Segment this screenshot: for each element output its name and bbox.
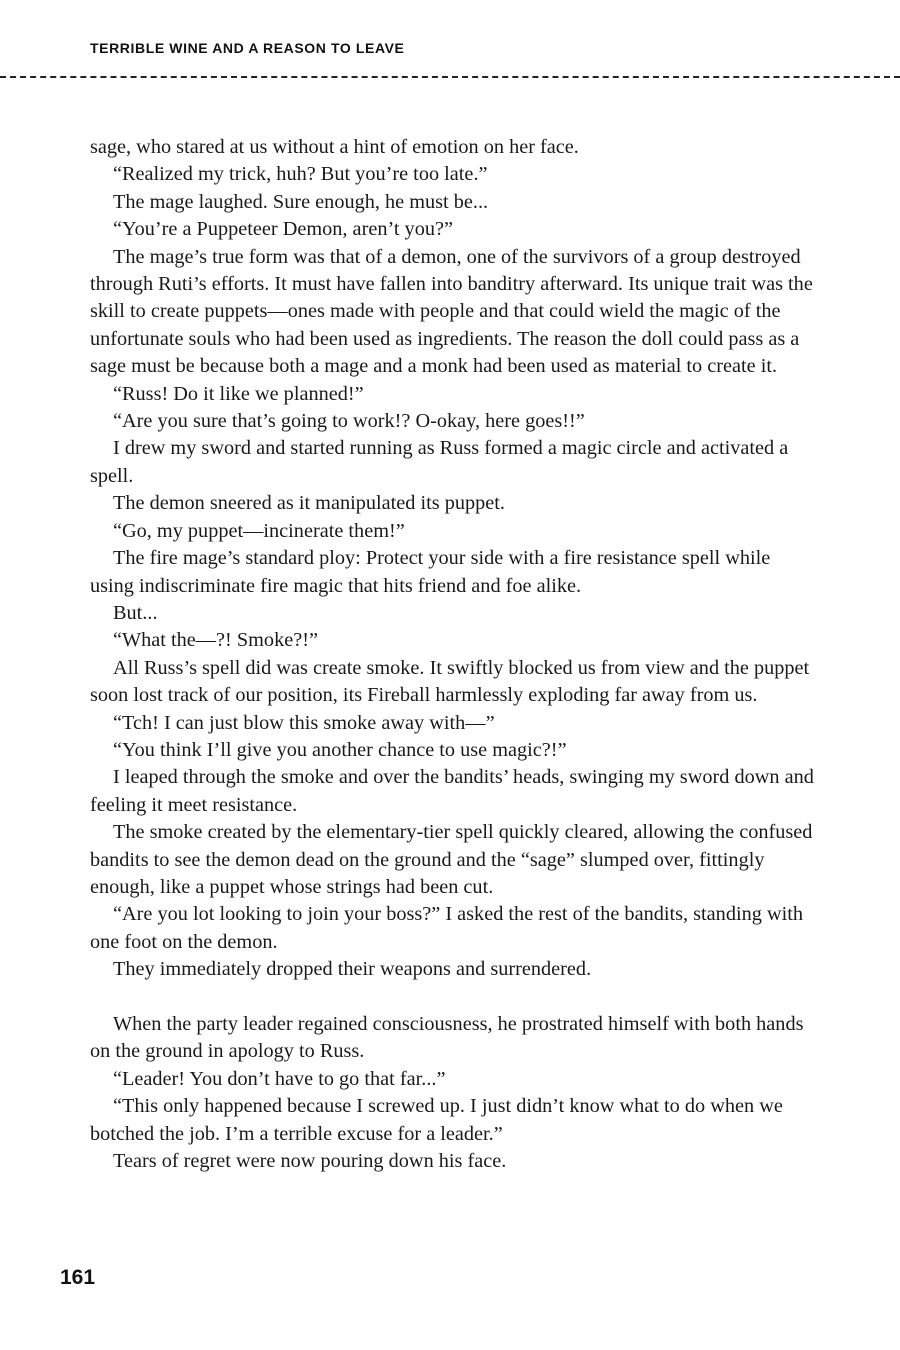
paragraph: The fire mage’s standard ploy: Protect your side with a fire resistance spell while using indiscriminate fire magic that hits friend and foe alike. bbox=[90, 547, 771, 597]
paragraph: The mage laughed. Sure enough, he must be... bbox=[113, 190, 489, 213]
paragraph: They immediately dropped their weapons and surrendered. bbox=[113, 958, 592, 981]
paragraph: “Leader! You don’t have to go that far...” bbox=[113, 1067, 446, 1090]
paragraph: The mage’s true form was that of a demon, one of the survivors of a group destroyed through Ruti’s efforts. It must have fallen into banditry afterward. Its unique trait was the skill to create puppets—ones made with people and that could wield the magic of the unfortunate souls who had been used as ingredients. The reason the doll could pass as a sage must be because both a mage and a monk had been used as material to create it. bbox=[90, 245, 813, 378]
dashed-divider bbox=[0, 76, 900, 78]
paragraph: When the party leader regained consciousness, he prostrated himself with both hands on the ground in apology to Russ. bbox=[90, 1012, 804, 1063]
paragraph: I leaped through the smoke and over the bandits’ heads, swinging my sword down and feeling it meet resistance. bbox=[90, 766, 814, 816]
paragraph: “Are you sure that’s going to work!? O-okay, here goes!!” bbox=[113, 410, 585, 433]
paragraph: “This only happened because I screwed up. I just didn’t know what to do when we botched the job. I’m a terrible excuse for a leader.” bbox=[90, 1095, 783, 1145]
paragraph: “You think I’ll give you another chance to use magic?!” bbox=[113, 738, 567, 761]
paragraph: “Go, my puppet—incinerate them!” bbox=[113, 519, 405, 542]
paragraph: “You’re a Puppeteer Demon, aren’t you?” bbox=[113, 218, 453, 241]
body-text bbox=[90, 134, 814, 1175]
paragraph: But... bbox=[113, 601, 158, 624]
paragraph: “Tch! I can just blow this smoke away with—” bbox=[113, 711, 495, 734]
paragraph: The demon sneered as it manipulated its puppet. bbox=[113, 492, 505, 515]
running-head: TERRIBLE WINE AND A REASON TO LEAVE bbox=[90, 40, 405, 56]
paragraph: I drew my sword and started running as Russ formed a magic circle and activated a spell. bbox=[90, 437, 789, 487]
paragraph: “Realized my trick, huh? But you’re too late.” bbox=[113, 163, 488, 186]
paragraph: “Are you lot looking to join your boss?” I asked the rest of the bandits, standing with one foot on the demon. bbox=[90, 903, 804, 953]
paragraph: “What the—?! Smoke?!” bbox=[113, 629, 318, 652]
paragraph: “Russ! Do it like we planned!” bbox=[113, 382, 364, 405]
paragraph: Tears of regret were now pouring down his face. bbox=[113, 1150, 507, 1173]
paragraph: The smoke created by the elementary-tier spell quickly cleared, allowing the confused bandits to see the demon dead on the ground and the “sage” slumped over, fittingly enough, like a puppet whose strings had been cut. bbox=[90, 821, 813, 898]
page-number: 161 bbox=[60, 1266, 96, 1289]
paragraph: sage, who stared at us without a hint of emotion on her face. bbox=[90, 136, 579, 158]
paragraph: All Russ’s spell did was create smoke. It swiftly blocked us from view and the puppet soon lost track of our position, its Fireball harmlessly exploding far away from us. bbox=[90, 656, 810, 707]
